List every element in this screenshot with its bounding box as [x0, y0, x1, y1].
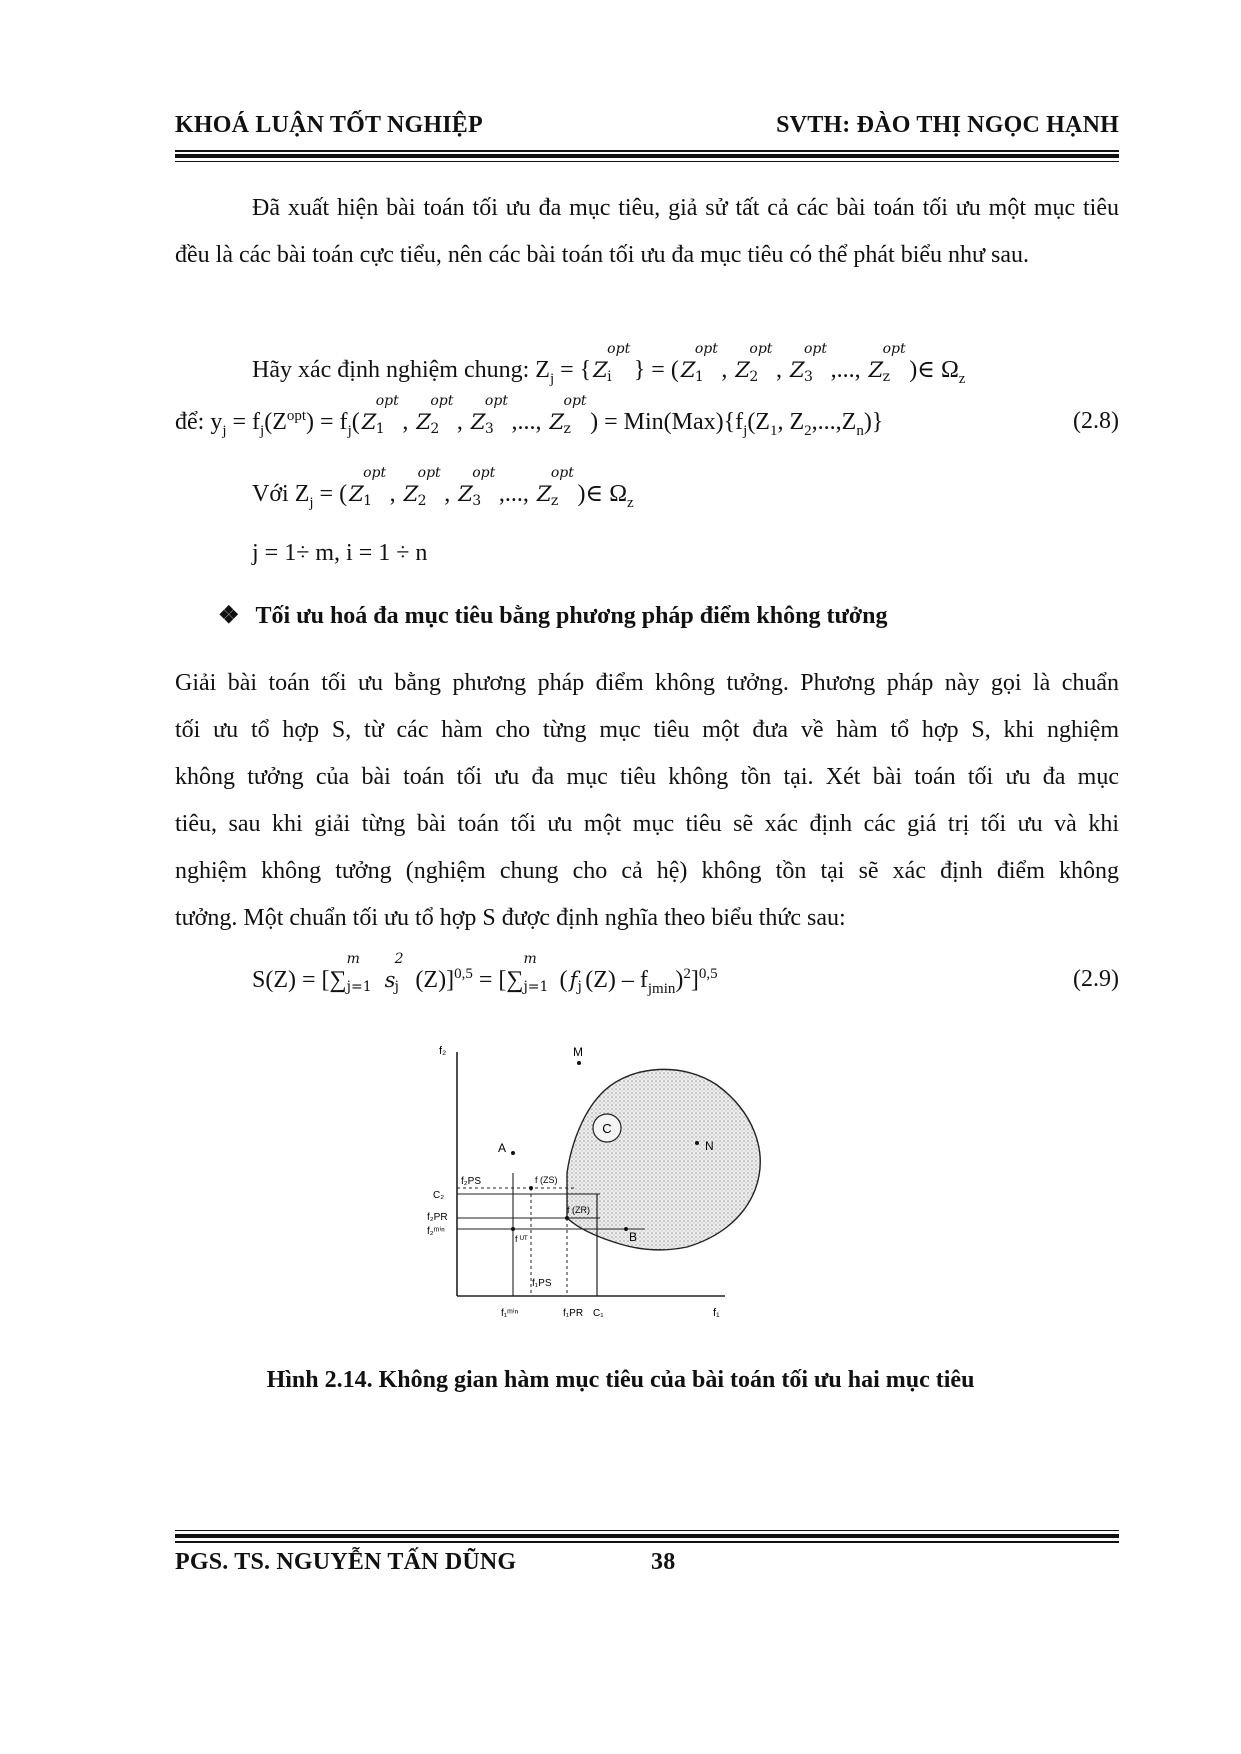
- footer-rule-thick: [175, 1534, 1119, 1538]
- label-c2: C₂: [433, 1190, 445, 1201]
- header-left: KHOÁ LUẬN TỐT NGHIỆP: [175, 112, 483, 138]
- header-right: SVTH: ĐÀO THỊ NGỌC HẠNH: [776, 112, 1119, 138]
- diamond-bullet-icon: ❖: [218, 603, 240, 629]
- formula-line-2: để: $y_j = f_j(Z^{opt}) = f_j(Z$ opt 1 , Z opt 2 , Z opt 3 ,..., Z opt z ) = $Min(Max)\{f_j(Z_1$, $Z_2,...,Z_n$)}: [175, 393, 884, 439]
- label-f1: f₁: [713, 1307, 720, 1319]
- section-heading: ❖ Tối ưu hoá đa mục tiêu bằng phương pháp điểm không tưởng: [218, 603, 888, 629]
- label-c1: C₁: [593, 1308, 604, 1319]
- label-fzr: f (ZR): [567, 1205, 590, 1215]
- formula-line-1: Hãy xác định nghiệm chung: $Z_j = \{Z$ opt i } = (Z opt 1 , Z opt 2 , Z opt 3 ,..., Z opt z )∈ $\Omega_z$: [252, 341, 966, 387]
- point-zs: [529, 1186, 533, 1190]
- equation-number-2-9: (2.9): [1073, 966, 1119, 992]
- label-f2pr: f₂PR: [427, 1212, 448, 1223]
- page-number: 38: [651, 1549, 676, 1575]
- label-f1min: f₁ᵐⁱⁿ: [501, 1308, 519, 1319]
- label-m: M: [573, 1045, 583, 1059]
- header-rule-thick: [175, 154, 1119, 158]
- label-f1pr: f₁PR: [563, 1308, 584, 1319]
- figure-caption: Hình 2.14. Không gian hàm mục tiêu của bài toán tối ưu hai mục tiêu: [266, 1367, 975, 1393]
- label-c: C: [602, 1121, 612, 1136]
- label-f2: f₂: [439, 1045, 447, 1057]
- formula-line-3: Với $Z_j = (Z$ opt 1 , Z opt 2 , Z opt 3 ,..., Z opt z )∈ $\Omega_z$: [252, 465, 634, 511]
- intro-paragraph: Đã xuất hiện bài toán tối ưu đa mục tiêu, giả sử tất cả các bài toán tối ưu một mục tiêu đều là các bài toán cực tiểu, nên các bài toán tối ưu đa mục tiêu có thể phát biểu như sau.: [175, 195, 1119, 268]
- equation-number-2-8: (2.8): [1073, 408, 1119, 434]
- point-n: [695, 1141, 699, 1145]
- feasible-region-c: [567, 1069, 760, 1249]
- label-f2min: f₂ᵐⁱⁿ: [427, 1226, 445, 1237]
- point-zr: [565, 1216, 569, 1220]
- body-paragraph: Giải bài toán tối ưu bằng phương pháp điểm không tưởng. Phương pháp này gọi là chuẩn tối ưu tổ hợp S, từ các hàm cho từng mục tiêu một đưa về hàm tổ hợp S, khi nghiệm không tưởng của bài toán tối ưu đa mục tiêu không tồn tại. Xét bài toán tối ưu đa mục tiêu, sau khi giải từng bài toán tối ưu một mục tiêu sẽ xác định các giá trị tối ưu và khi nghiệm không tưởng (nghiệm chung cho cả hệ) không tồn tại sẽ xác định điểm không tưởng. Một chuẩn tối ưu tổ hợp S được định nghĩa theo biểu thức sau:: [175, 670, 1119, 931]
- label-n: N: [705, 1139, 714, 1153]
- footer-rule-bottom: [175, 1541, 1119, 1543]
- formula-s-z: S(Z) = [∑ m j=1 s 2 j (Z)]$^{0,5}$ = [∑ m j=1 (f j $(Z) - f_{jmin})^2]^{0,5}$: [252, 951, 718, 997]
- header-rule-top: [175, 150, 1119, 152]
- point-a: [511, 1151, 515, 1155]
- label-f2ps: f₂PS: [461, 1176, 481, 1187]
- formula-line-4: j = 1÷ m, i = 1 ÷ n: [252, 540, 428, 566]
- label-fut: f ᵁᵀ: [515, 1234, 528, 1244]
- point-b: [624, 1227, 628, 1231]
- label-fzs: f (ZS): [535, 1175, 558, 1185]
- point-ut: [511, 1227, 515, 1231]
- footer-rule-top: [175, 1530, 1119, 1531]
- label-f1ps: f₁PS: [532, 1278, 552, 1289]
- footer-left: PGS. TS. NGUYỄN TẤN DŨNG: [175, 1549, 517, 1575]
- objective-space-figure: [427, 1040, 815, 1340]
- header-rule-bottom: [175, 161, 1119, 162]
- point-m: [577, 1061, 581, 1065]
- label-a: A: [498, 1141, 507, 1155]
- label-b: B: [629, 1230, 638, 1244]
